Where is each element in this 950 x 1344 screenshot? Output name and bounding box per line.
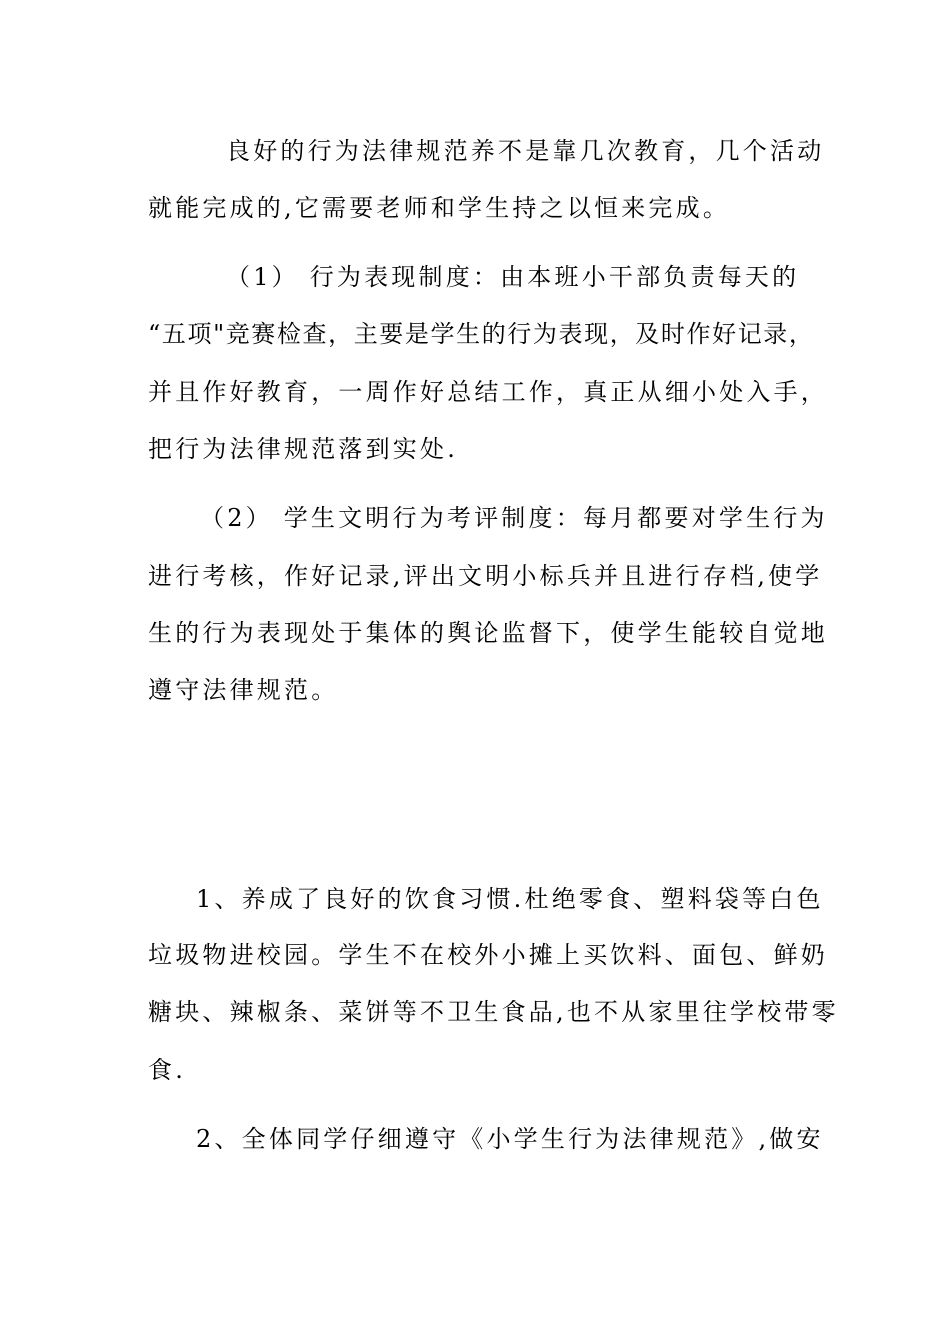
paragraph-5-line-1: 2、全体同学仔细遵守《小学生行为法律规范》,做安: [196, 1125, 824, 1153]
paragraph-3-line-1: （2） 学生文明行为考评制度：每月都要对学生行为: [200, 504, 828, 532]
paragraph-3-line-4: 遵守法律规范。: [148, 676, 339, 704]
paragraph-1-line-2: 就能完成的,它需要老师和学生持之以恒来完成。: [148, 194, 731, 222]
paragraph-3-line-2: 进行考核，作好记录,评出文明小标兵并且进行存档,使学: [148, 562, 823, 590]
paragraph-2-line-4: 把行为法律规范落到实处.: [148, 435, 459, 463]
paragraph-4-line-2: 垃圾物进校园。学生不在校外小摊上买饮料、面包、鲜奶: [148, 941, 828, 969]
paragraph-2-line-1: （1） 行为表现制度：由本班小干部负责每天的: [226, 263, 800, 291]
paragraph-2-line-2: “五项"竞赛检查，主要是学生的行为表现，及时作好记录，: [148, 320, 815, 348]
paragraph-2-line-3: 并且作好教育，一周作好总结工作，真正从细小处入手，: [148, 378, 828, 406]
paragraph-4-line-4: 食.: [148, 1056, 187, 1084]
paragraph-4-line-1: 1、养成了良好的饮食习惯.杜绝零食、塑料袋等白色: [196, 885, 824, 913]
paragraph-4-line-3: 糖块、辣椒条、菜饼等不卫生食品,也不从家里往学校带零: [148, 998, 839, 1026]
paragraph-1-line-1: 良好的行为法律规范养不是靠几次教育，几个活动: [226, 137, 825, 165]
paragraph-3-line-3: 生的行为表现处于集体的舆论监督下，使学生能较自觉地: [148, 619, 828, 647]
